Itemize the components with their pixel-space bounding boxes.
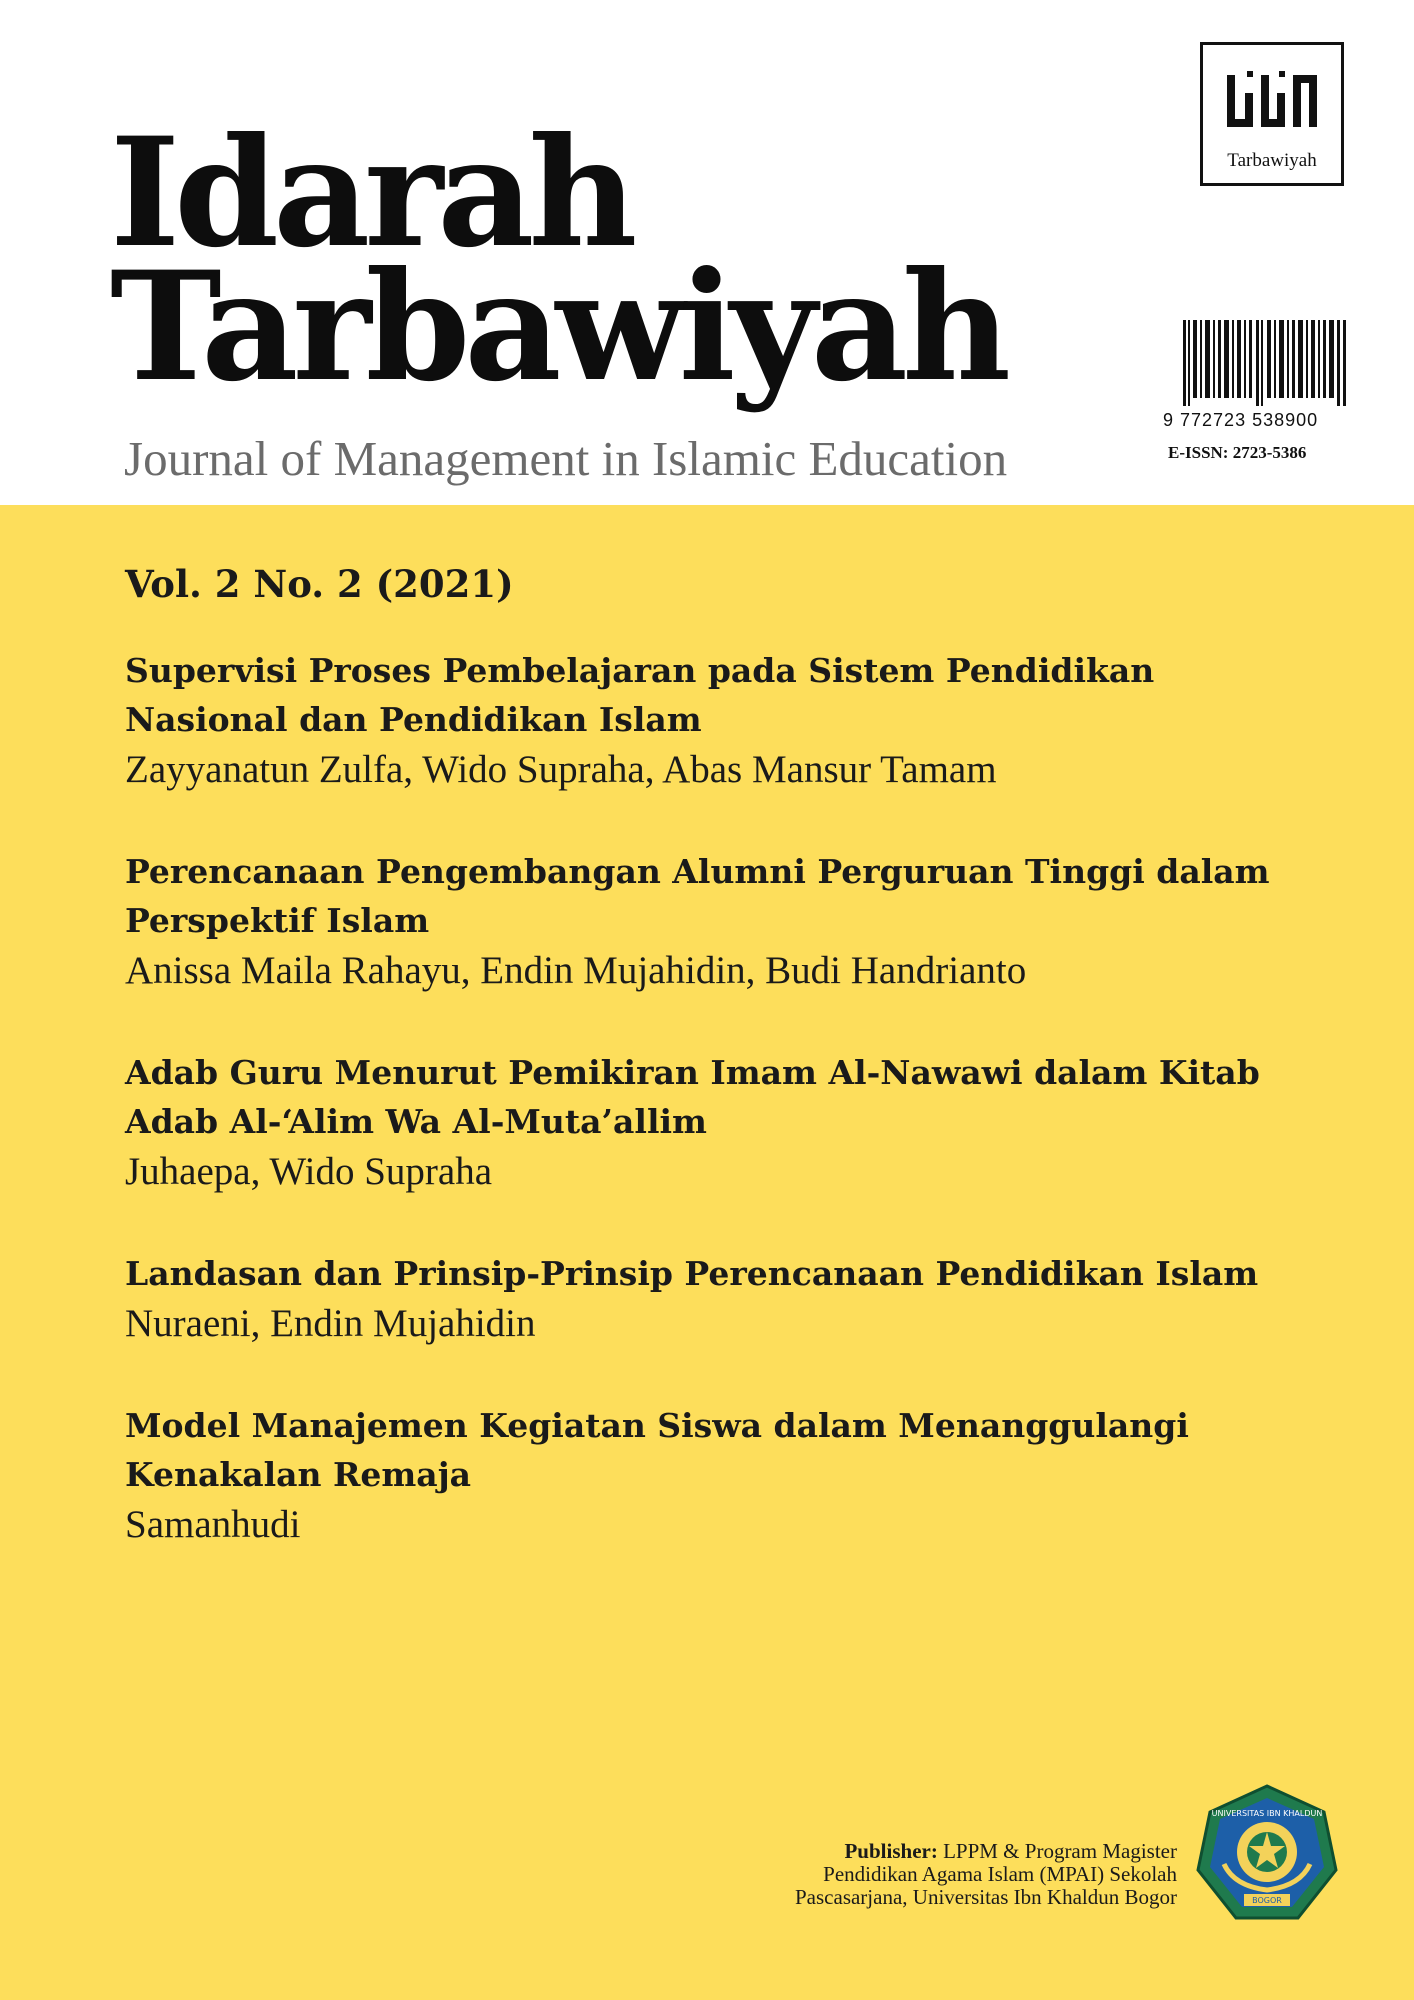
article-authors: Zayyanatun Zulfa, Wido Supraha, Abas Mansur Tamam	[125, 748, 997, 791]
eissn-label: E-ISSN: 2723-5386	[1168, 443, 1307, 462]
article-title: Perencanaan Pengembangan Alumni Perguruan Tinggi dalam Perspektif Islam	[125, 852, 1270, 940]
article-authors: Samanhudi	[125, 1503, 301, 1546]
volume-issue: Vol. 2 No. 2 (2021)	[125, 562, 514, 606]
barcode-icon	[1183, 320, 1349, 406]
publisher-line-1-text: LPPM & Program Magister	[943, 1839, 1177, 1863]
seal-text-top: UNIVERSITAS IBN KHALDUN	[1211, 1809, 1323, 1818]
publisher-line-2: Pendidikan Agama Islam (MPAI) Sekolah	[823, 1862, 1177, 1886]
journal-title-line-1: Idarah	[110, 105, 632, 281]
arabic-calligraphy-logo-icon	[1223, 67, 1323, 133]
university-seal-icon	[1194, 1782, 1340, 1928]
publisher-line-3: Pascasarjana, Universitas Ibn Khaldun Bogor	[795, 1885, 1177, 1909]
journal-logo	[1200, 42, 1344, 186]
article-list	[125, 646, 1275, 1602]
article-item	[125, 646, 1275, 795]
article-item	[125, 1249, 1275, 1349]
article-authors: Anissa Maila Rahayu, Endin Mujahidin, Budi Handrianto	[125, 949, 1027, 992]
cover-header	[0, 0, 1414, 505]
publisher-info	[617, 1840, 1177, 1909]
logo-label: Tarbawiyah	[1227, 150, 1317, 171]
article-authors: Nuraeni, Endin Mujahidin	[125, 1302, 536, 1345]
publisher-line-1	[617, 1840, 1177, 1863]
journal-title-line-2: Tarbawiyah	[110, 239, 1006, 415]
journal-subtitle: Journal of Management in Islamic Education	[124, 431, 1008, 486]
article-title: Supervisi Proses Pembelajaran pada Sistem Pendidikan Nasional dan Pendidikan Islam	[125, 651, 1155, 739]
publisher-label: Publisher:	[844, 1839, 938, 1863]
article-title: Landasan dan Prinsip-Prinsip Perencanaan Pendidikan Islam	[125, 1254, 1259, 1293]
article-item	[125, 847, 1275, 996]
article-title: Model Manajemen Kegiatan Siswa dalam Menanggulangi Kenakalan Remaja	[125, 1406, 1189, 1494]
seal-text-bottom: BOGOR	[1252, 1896, 1282, 1905]
article-title: Adab Guru Menurut Pemikiran Imam Al-Nawawi dalam Kitab Adab Al-‘Alim Wa Al-Muta’allim	[125, 1053, 1260, 1141]
article-authors: Juhaepa, Wido Supraha	[125, 1150, 493, 1193]
barcode-digits: 9 772723 538900	[1163, 410, 1319, 430]
article-item	[125, 1048, 1275, 1197]
article-item	[125, 1401, 1275, 1550]
